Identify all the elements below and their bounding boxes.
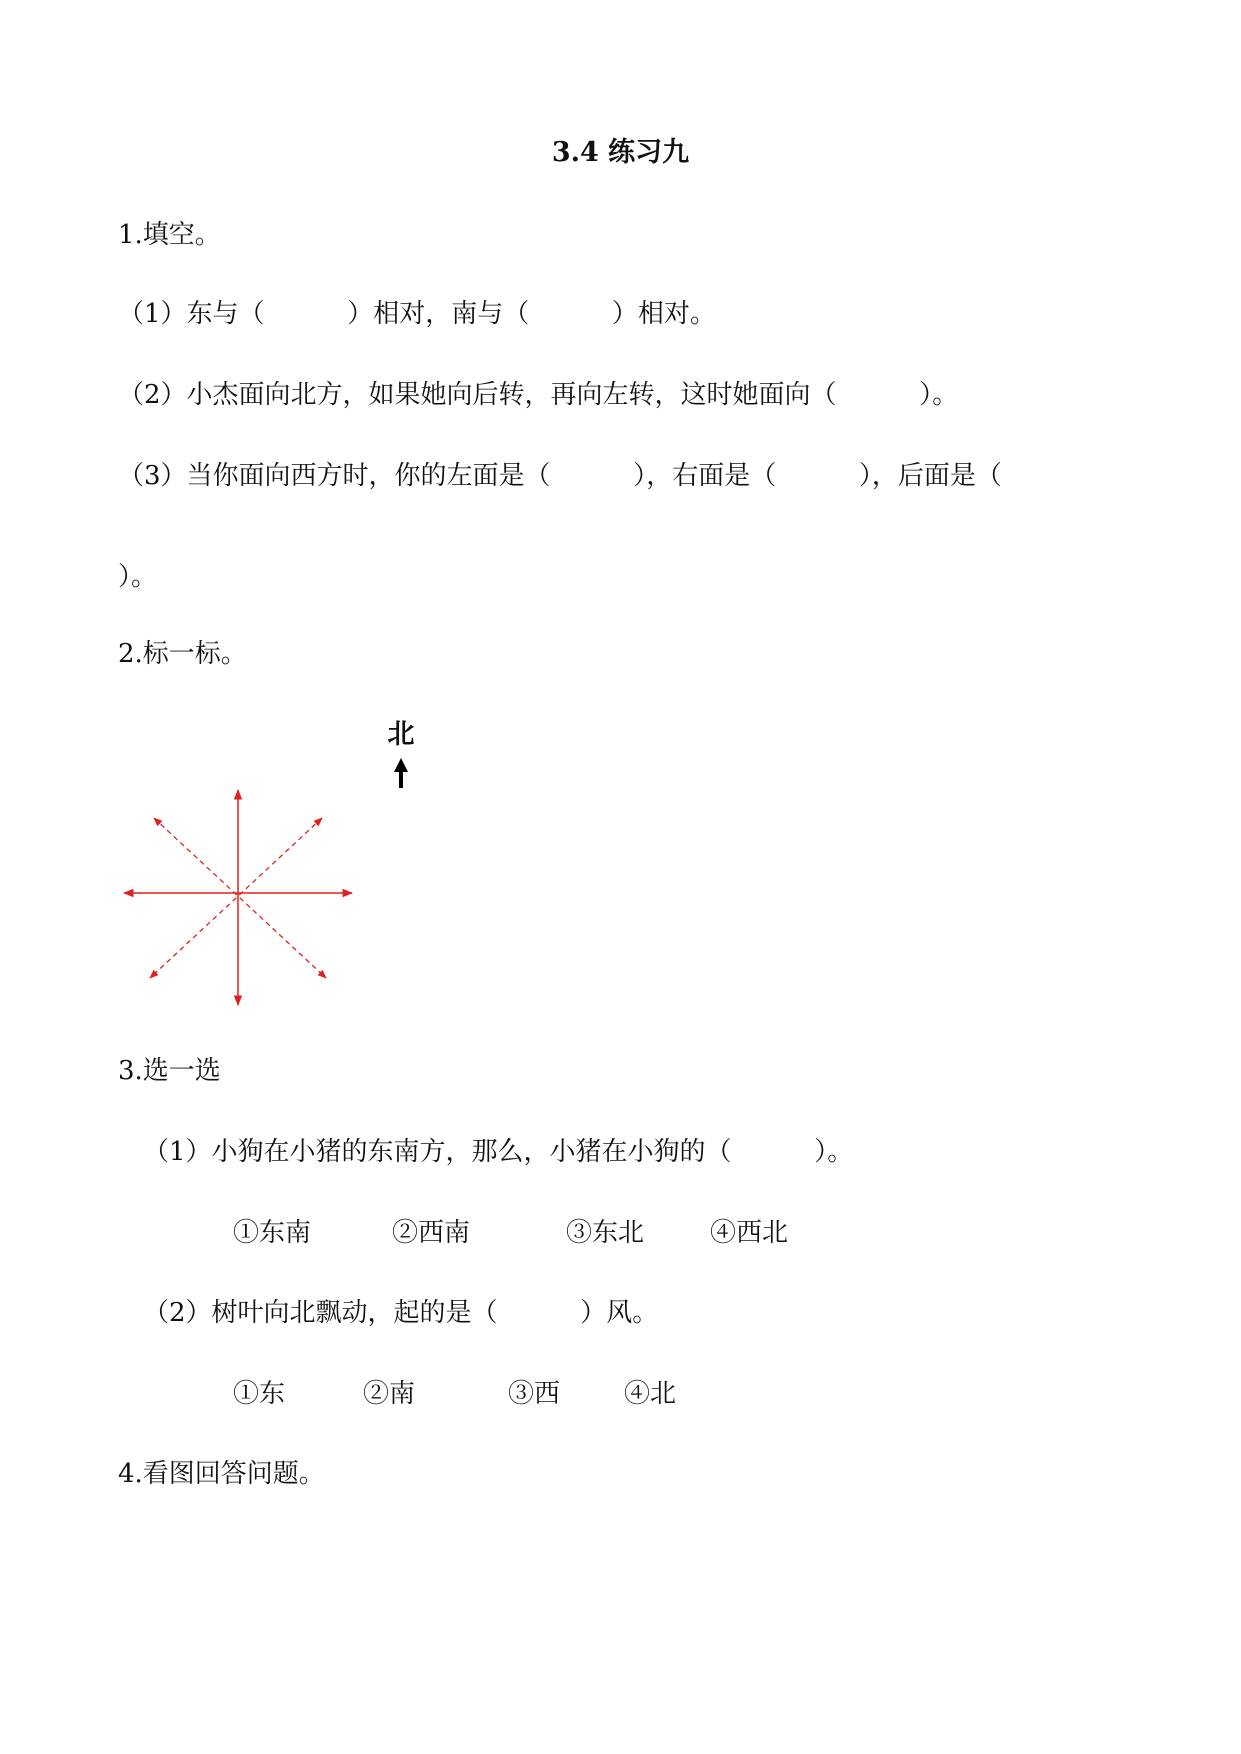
- compass-rose-diagram: [118, 782, 358, 1022]
- q3-item-2-option-2: ②南: [363, 1379, 416, 1409]
- q4-heading: 4.看图回答问题。: [118, 1459, 325, 1489]
- q3-item-2-option-4: ④北: [624, 1379, 677, 1409]
- page-title: 3.4 练习九: [551, 137, 690, 168]
- q3-heading: 3.选一选: [118, 1056, 221, 1086]
- q3-item-1-option-2: ②西南: [392, 1218, 471, 1248]
- q1-item-3-continued: ）。: [118, 562, 158, 592]
- q3-item-1-option-4: ④西北: [710, 1218, 789, 1248]
- q2-heading: 2.标一标。: [118, 639, 247, 669]
- q3-item-2-option-3: ③西: [508, 1379, 561, 1409]
- q1-item-1: （1）东与（ ）相对，南与（ ）相对。: [118, 299, 716, 329]
- compass-diagonal-nw-se: [154, 818, 326, 978]
- q3-item-2-option-1: ①东: [233, 1379, 286, 1409]
- q1-item-3: （3）当你面向西方时，你的左面是（ ），右面是（ ），后面是（: [118, 461, 1002, 491]
- north-label: 北: [387, 719, 415, 750]
- q3-item-1-option-1: ①东南: [233, 1218, 312, 1248]
- compass-diagonal-ne-sw: [150, 818, 322, 978]
- q3-item-1: （1）小狗在小猪的东南方，那么，小猪在小狗的（ ）。: [143, 1137, 854, 1167]
- q1-item-2: （2）小杰面向北方，如果她向后转，再向左转，这时她面向（ ）。: [118, 380, 959, 410]
- q3-item-1-option-3: ③东北: [566, 1218, 645, 1248]
- q3-item-2: （2）树叶向北飘动，起的是（ ）风。: [143, 1298, 659, 1328]
- q1-heading: 1.填空。: [118, 220, 221, 250]
- north-arrow-icon: [384, 720, 418, 790]
- north-indicator: [384, 720, 418, 790]
